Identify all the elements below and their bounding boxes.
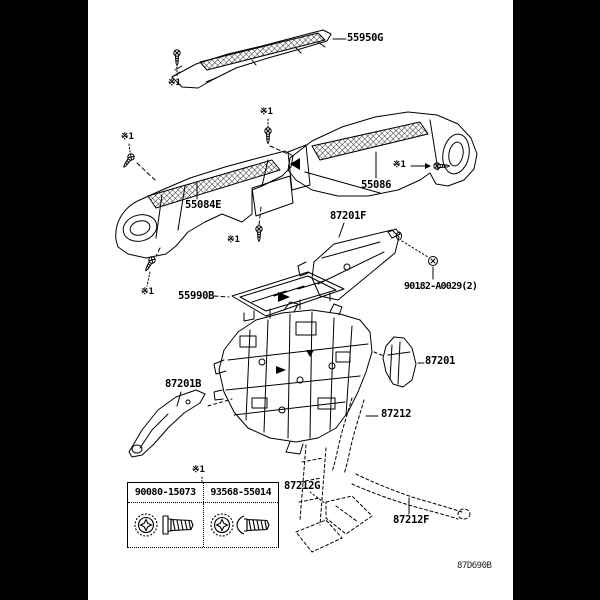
fastener-icons-90080-15073 xyxy=(128,503,204,547)
ref-marker-5: ※1 xyxy=(227,235,240,245)
part-label-55990b: 55990B xyxy=(178,290,215,302)
phillips-head-icon xyxy=(211,514,233,536)
fastener-table-header-row xyxy=(128,483,278,503)
phillips-head-icon xyxy=(135,514,157,536)
ref-marker-7: ※1 xyxy=(192,465,205,475)
part-label-87201b: 87201B xyxy=(165,378,202,390)
screw-side-view-icon xyxy=(163,516,193,534)
ref-marker-3: ※1 xyxy=(260,107,273,117)
fastener-icons-93568-55014 xyxy=(204,503,279,547)
part-label-55084e: 55084E xyxy=(185,199,222,211)
ref-marker-6: ※1 xyxy=(141,287,154,297)
part-label-87201: 87201 xyxy=(425,355,456,367)
ref-marker-4: ※1 xyxy=(393,160,406,170)
fastener-part-number: 90080-15073 xyxy=(128,483,204,502)
part-label-87212g: 87212G xyxy=(284,480,321,492)
part-label-90182-a0029: 90182-A0029(2) xyxy=(404,281,478,292)
diagram-code: 87D690B xyxy=(457,561,492,571)
ref-marker-2: ※1 xyxy=(121,132,134,142)
part-label-87212f: 87212F xyxy=(393,514,430,526)
ref-marker-1: ※1 xyxy=(168,78,181,88)
screw-side-view-icon xyxy=(237,516,269,534)
part-label-55086: 55086 xyxy=(361,179,392,191)
fastener-part-number: 93568-55014 xyxy=(210,487,272,498)
part-label-55950g: 55950G xyxy=(347,32,384,44)
fastener-table-icon-row xyxy=(128,503,278,547)
part-label-87212: 87212 xyxy=(381,408,412,420)
fastener-table xyxy=(127,482,279,548)
part-label-87201f: 87201F xyxy=(330,210,367,222)
